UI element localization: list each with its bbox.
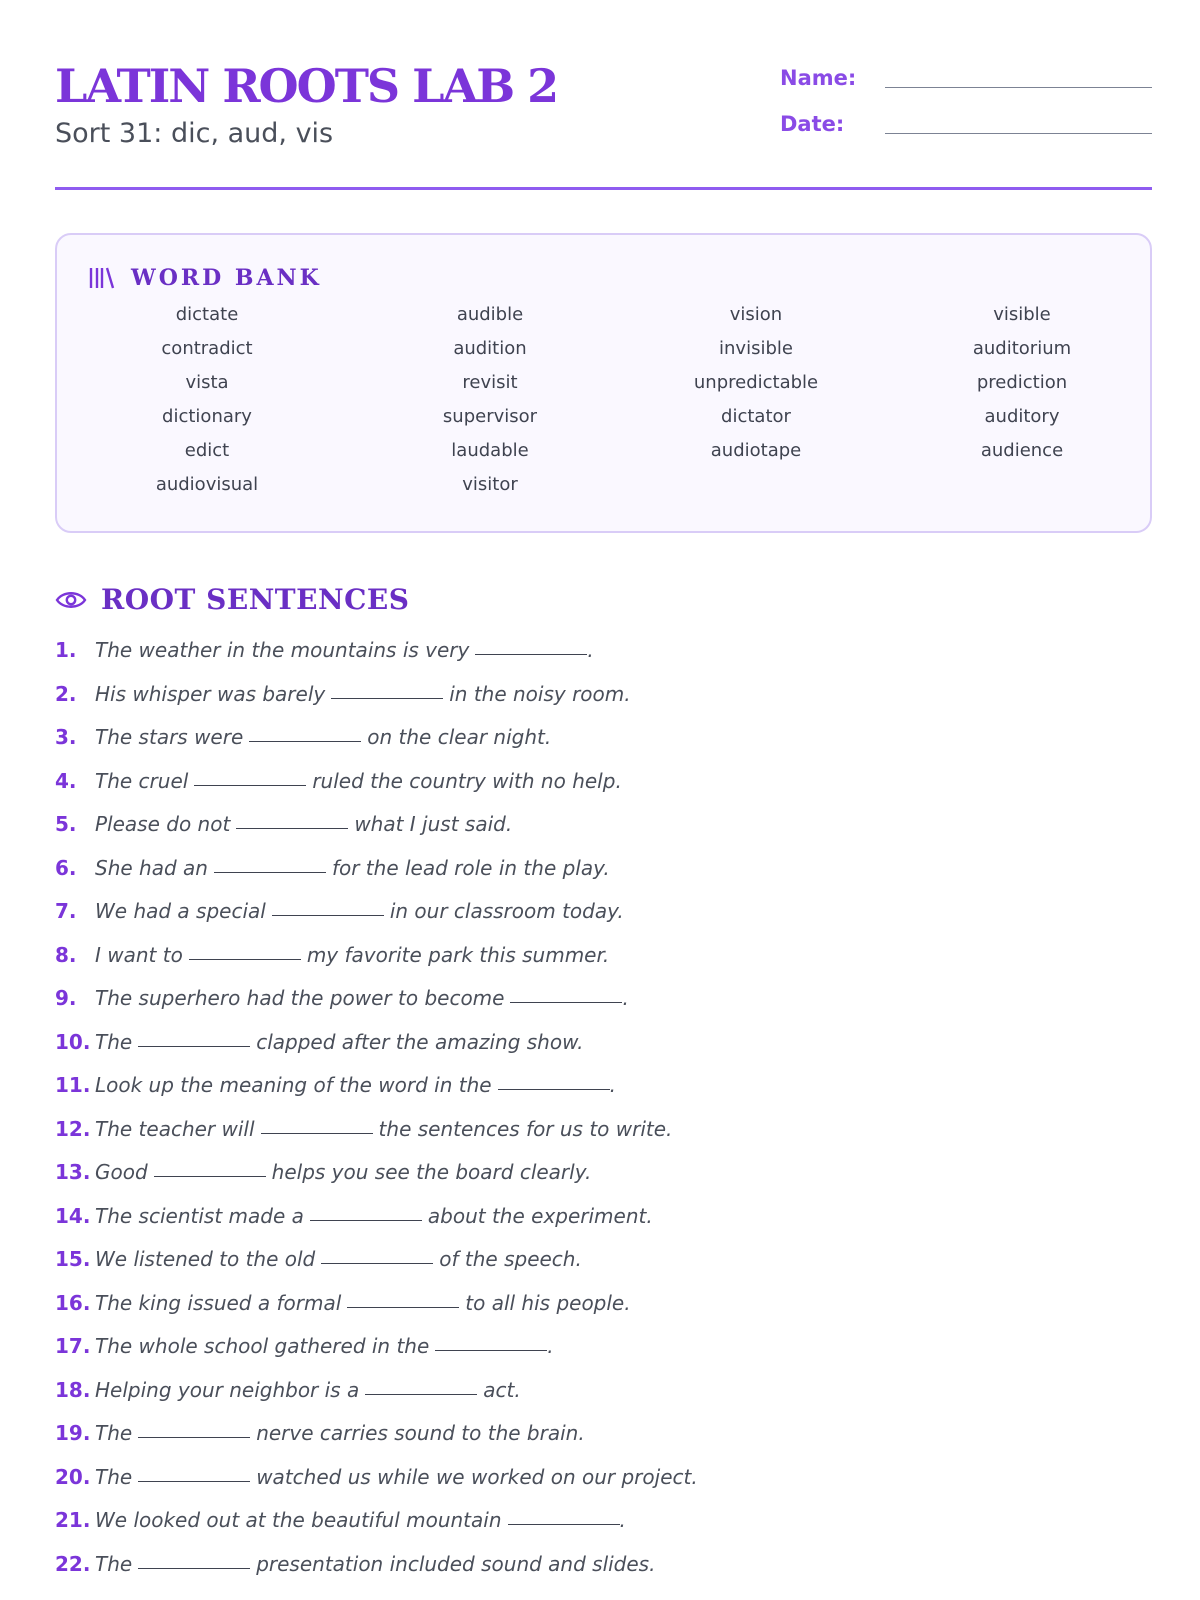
sentence-number: 19. xyxy=(55,1421,91,1445)
sentence-number: 2. xyxy=(55,681,77,706)
sentence-text-after: . xyxy=(609,1073,616,1097)
sentence-number: 11. xyxy=(55,1073,91,1097)
sentence-number: 6. xyxy=(55,855,77,880)
sentence-text-after: about the experiment. xyxy=(427,1203,653,1228)
word-bank-word: prediction xyxy=(976,372,1068,393)
name-line[interactable] xyxy=(885,86,1152,88)
sentence-text-after: for the lead role in the play. xyxy=(331,855,610,880)
sentence-item xyxy=(55,682,1152,726)
sentence-list xyxy=(55,638,1152,1595)
sentence-text-before: Helping your neighbor is a xyxy=(95,1377,360,1402)
word-bank-word: laudable xyxy=(451,440,529,461)
word-bank-word: audible xyxy=(456,304,524,325)
sentence-text-after: in our classroom today. xyxy=(389,899,624,923)
answer-blank[interactable] xyxy=(498,1088,610,1090)
word-bank-word: dictator xyxy=(721,406,791,427)
word-bank-word: visitor xyxy=(462,474,518,495)
answer-blank[interactable] xyxy=(365,1393,477,1395)
sentence-text-after: . xyxy=(622,986,629,1010)
word-bank-title: WORD BANK xyxy=(131,265,322,291)
answer-blank[interactable] xyxy=(331,697,443,699)
sentence-text-after: watched us while we worked on our project. xyxy=(256,1464,698,1489)
page-title: LATIN ROOTS LAB 2 xyxy=(55,59,558,113)
sentence-text-after: . xyxy=(587,638,594,662)
sentence-text-before: She had an xyxy=(95,855,208,880)
word-bank-word: edict xyxy=(184,440,230,461)
answer-blank[interactable] xyxy=(508,1523,620,1525)
answer-blank[interactable] xyxy=(138,1567,250,1569)
date-label: Date: xyxy=(780,112,845,136)
sentence-item xyxy=(55,1117,1152,1161)
sentence-number: 18. xyxy=(55,1377,91,1402)
answer-blank[interactable] xyxy=(475,653,587,655)
sentence-item xyxy=(55,1334,1152,1378)
sentence-item xyxy=(55,986,1152,1030)
answer-blank[interactable] xyxy=(249,740,361,742)
sentence-text-after: on the clear night. xyxy=(367,725,552,749)
word-bank-word: auditorium xyxy=(972,338,1072,359)
sentence-number: 15. xyxy=(55,1247,91,1271)
word-bank-heading xyxy=(87,265,322,291)
word-bank xyxy=(55,233,1152,533)
sentence-item xyxy=(55,856,1152,900)
sentence-text-before: Look up the meaning of the word in the xyxy=(95,1073,492,1097)
sentence-text-after: nerve carries sound to the brain. xyxy=(256,1421,585,1445)
sentence-number: 3. xyxy=(55,725,77,749)
sentence-text-before: The xyxy=(95,1464,133,1489)
answer-blank[interactable] xyxy=(321,1262,433,1264)
answer-blank[interactable] xyxy=(138,1436,250,1438)
sentence-text-before: We had a special xyxy=(95,899,266,923)
sentence-item xyxy=(55,1552,1152,1596)
header-divider xyxy=(55,187,1152,190)
sentence-text-before: The whole school gathered in the xyxy=(95,1334,430,1358)
sentence-item xyxy=(55,1204,1152,1248)
word-bank-word: dictate xyxy=(175,304,239,325)
answer-blank[interactable] xyxy=(194,784,306,786)
sentence-text-before: The stars were xyxy=(95,725,244,749)
sentence-number: 14. xyxy=(55,1203,91,1228)
answer-blank[interactable] xyxy=(347,1306,459,1308)
sentence-text-after: presentation included sound and slides. xyxy=(256,1551,656,1576)
sentence-item xyxy=(55,1421,1152,1465)
sentences-title: ROOT SENTENCES xyxy=(101,583,410,616)
word-bank-word: supervisor xyxy=(442,406,538,427)
sentences-heading xyxy=(55,583,409,616)
word-bank-grid xyxy=(57,303,1149,496)
word-bank-word: audition xyxy=(453,338,527,359)
date-row xyxy=(780,98,1152,144)
word-bank-word: revisit xyxy=(462,372,518,393)
sentence-number: 22. xyxy=(55,1551,91,1576)
sentence-item xyxy=(55,812,1152,856)
student-info xyxy=(780,52,1152,144)
date-line[interactable] xyxy=(885,132,1152,134)
word-bank-word: audiotape xyxy=(710,440,802,461)
sentence-number: 20. xyxy=(55,1464,91,1489)
sentence-number: 21. xyxy=(55,1508,91,1532)
sentence-item xyxy=(55,725,1152,769)
sentence-text-after: of the speech. xyxy=(439,1247,582,1271)
answer-blank[interactable] xyxy=(214,871,326,873)
sentence-text-after: clapped after the amazing show. xyxy=(256,1029,584,1054)
sentence-text-after: what I just said. xyxy=(354,812,513,836)
sentence-text-after: helps you see the board clearly. xyxy=(271,1160,592,1184)
sentence-text-before: The superhero had the power to become xyxy=(95,986,505,1010)
sentence-text-before: His whisper was barely xyxy=(95,681,326,706)
word-bank-word: visible xyxy=(993,304,1051,325)
eye-icon xyxy=(55,588,87,612)
sentence-number: 5. xyxy=(55,812,77,836)
sentence-item xyxy=(55,1465,1152,1509)
answer-blank[interactable] xyxy=(138,1045,250,1047)
sentence-item xyxy=(55,1508,1152,1552)
sentence-item xyxy=(55,943,1152,987)
sentence-number: 17. xyxy=(55,1334,91,1358)
sentence-number: 9. xyxy=(55,986,77,1010)
word-bank-word: audience xyxy=(980,440,1064,461)
sentence-text-before: The xyxy=(95,1551,133,1576)
sentence-number: 1. xyxy=(55,638,77,662)
sentence-item xyxy=(55,1030,1152,1074)
sentence-number: 7. xyxy=(55,899,77,923)
sentence-text-before: Please do not xyxy=(95,812,231,836)
sentence-number: 16. xyxy=(55,1290,91,1315)
sentence-item xyxy=(55,638,1152,682)
sentence-item xyxy=(55,1291,1152,1335)
sentence-item xyxy=(55,1160,1152,1204)
name-row xyxy=(780,52,1152,98)
answer-blank[interactable] xyxy=(189,958,301,960)
sentence-text-after: my favorite park this summer. xyxy=(306,942,610,967)
sentence-number: 13. xyxy=(55,1160,91,1184)
answer-blank[interactable] xyxy=(510,1001,622,1003)
word-bank-word: auditory xyxy=(984,406,1060,427)
sentence-text-after: in the noisy room. xyxy=(449,681,631,706)
answer-blank[interactable] xyxy=(261,1132,373,1134)
sentence-item xyxy=(55,1378,1152,1422)
sentence-text-before: The xyxy=(95,1029,133,1054)
header xyxy=(55,58,557,149)
sentence-text-before: The weather in the mountains is very xyxy=(95,638,470,662)
answer-blank[interactable] xyxy=(138,1480,250,1482)
sentence-text-after: to all his people. xyxy=(465,1290,631,1315)
answer-blank[interactable] xyxy=(154,1175,266,1177)
sentence-number: 10. xyxy=(55,1029,91,1054)
sentence-text-before: The scientist made a xyxy=(95,1203,304,1228)
sentence-number: 8. xyxy=(55,942,77,967)
word-bank-word: dictionary xyxy=(162,406,252,427)
sentence-text-after: . xyxy=(547,1334,554,1358)
word-bank-word: vista xyxy=(185,372,229,393)
sentence-text-before: We listened to the old xyxy=(95,1247,316,1271)
page-subtitle: Sort 31: dic, aud, vis xyxy=(55,118,334,149)
answer-blank[interactable] xyxy=(272,914,384,916)
sentence-text-before: The xyxy=(95,1421,133,1445)
sentence-item xyxy=(55,1073,1152,1117)
answer-blank[interactable] xyxy=(310,1219,422,1221)
sentence-text-after: ruled the country with no help. xyxy=(312,768,622,793)
sentence-text-after: . xyxy=(619,1508,626,1532)
answer-blank[interactable] xyxy=(435,1349,547,1351)
sentence-item xyxy=(55,899,1152,943)
sentence-text-before: The king issued a formal xyxy=(95,1290,342,1315)
word-bank-word: unpredictable xyxy=(693,372,819,393)
word-bank-word: audiovisual xyxy=(155,474,259,495)
sentence-text-after: the sentences for us to write. xyxy=(378,1116,673,1141)
sentence-text-before: We looked out at the beautiful mountain xyxy=(95,1508,502,1532)
sentence-number: 12. xyxy=(55,1116,91,1141)
word-bank-word: vision xyxy=(729,304,783,325)
name-label: Name: xyxy=(780,66,857,90)
word-bank-word: invisible xyxy=(719,338,793,359)
sentence-item xyxy=(55,1247,1152,1291)
sentence-number: 4. xyxy=(55,768,77,793)
sentence-item xyxy=(55,769,1152,813)
sentence-text-before: The teacher will xyxy=(95,1116,255,1141)
books-icon xyxy=(87,265,115,291)
word-bank-word: contradict xyxy=(161,338,253,359)
answer-blank[interactable] xyxy=(236,827,348,829)
sentence-text-before: I want to xyxy=(95,942,183,967)
sentence-text-before: The cruel xyxy=(95,768,189,793)
sentence-text-before: Good xyxy=(95,1160,148,1184)
sentence-text-after: act. xyxy=(483,1377,521,1402)
